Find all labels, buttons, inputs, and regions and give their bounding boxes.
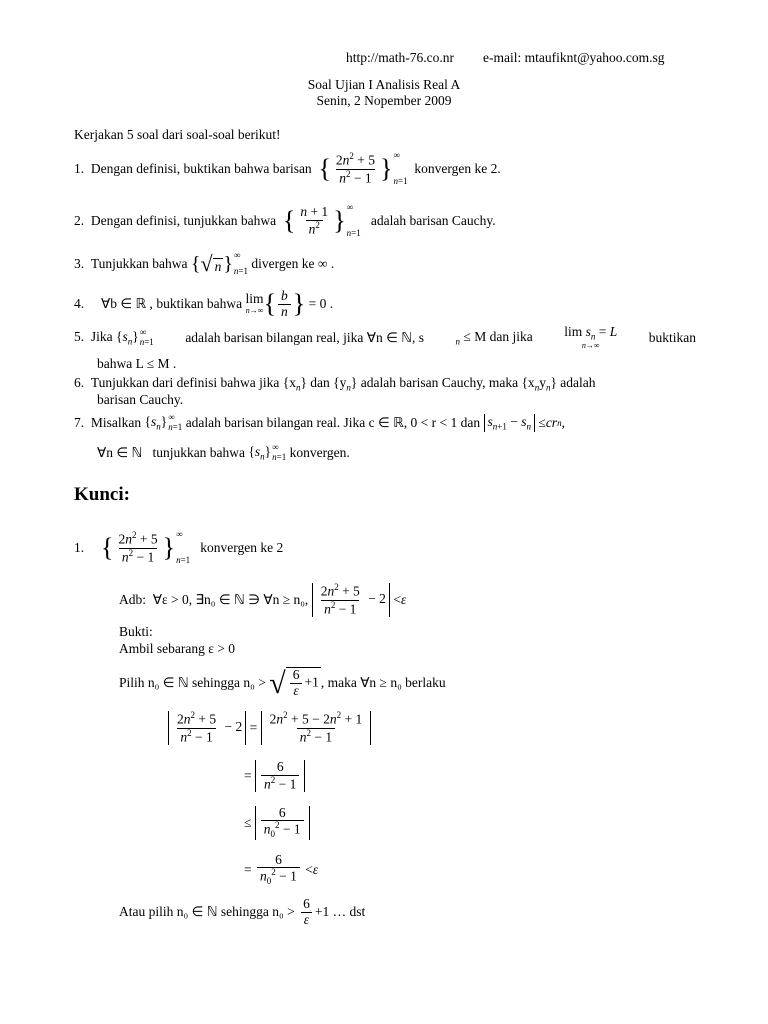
q6-line1: Tunjukkan dari definisi bahwa jika {x (90, 375, 296, 390)
q7-mid: adalah barisan bilangan real. Jika c ∈ ℝ, 0 < r < 1 dan (185, 415, 481, 430)
q1-post: konvergen ke 2. (414, 161, 501, 176)
q1-num: 1. (74, 161, 85, 176)
q7-num: 7. (74, 415, 85, 430)
q7-line2c: konvergen. (289, 445, 350, 460)
q4-num: 4. (74, 296, 85, 311)
step-3: ≤ $\frac{6}{n_0^2 - 1}$ (244, 801, 310, 845)
pilih-pre: Pilih n₀ ∈ ℕ sehingga n₀ > (119, 675, 266, 690)
q2-num: 2. (74, 213, 85, 228)
atau-line: Atau pilih n₀ ∈ ℕ sehingga n₀ > $\frac{6}{\varepsilon}$ +1 … dst (119, 895, 366, 927)
adb-text: ∀ε > 0, ∃n₀ ∈ ℕ ∋ ∀n ≥ n₀, (152, 592, 309, 607)
instruction: Kerjakan 5 soal dari soal-soal berikut! (74, 127, 281, 142)
q3-num: 3. (74, 256, 85, 271)
header-url: http://math-76.co.nr (346, 50, 454, 65)
kunci-num: 1. (74, 540, 85, 555)
q7-end: , (561, 415, 565, 430)
q4-post: = 0 . (308, 296, 334, 311)
bukti-label: Bukti: (119, 624, 153, 639)
q5-jika: Jika (90, 329, 113, 345)
question-2: 2. Dengan definisi, tunjukkan bahwa { $\frac{n + 1}{n^2}$ } ∞ n=1 adalah barisan Cauchy. (74, 202, 496, 238)
q3-text: Tunjukkan bahwa (90, 256, 188, 271)
q7-line2a: ∀n ∈ ℕ (97, 445, 143, 460)
q5-text2: adalah barisan bilangan real, jika ∀n ∈ ℕ, s (185, 330, 425, 345)
pilih-line: Pilih n₀ ∈ ℕ sehingga n₀ > √ $\frac{6}{\varepsilon}$ +1 , maka ∀n ≥ n₀ berlaku (119, 666, 446, 700)
q6-end: } adalah (550, 375, 596, 390)
question-3: 3. Tunjukkan bahwa { √ n } ∞ n=1 divergen ke ∞ . (74, 250, 335, 276)
q3-post: divergen ke ∞ . (251, 256, 335, 271)
kunci-text: konvergen ke 2 (200, 540, 284, 555)
header-email: e-mail: mtaufiknt@yahoo.com.sg (483, 50, 665, 65)
question-7: 7. Misalkan $\{s_n\}$ ∞ n=1 adalah barisan bilangan real. Jika c ∈ ℝ, 0 < r < 1 dan $s_{n+1} - s_n$ ≤ cr n , (74, 412, 565, 432)
q6-mid3: y (539, 375, 546, 390)
q1-text: Dengan definisi, buktikan bahwa barisan (90, 161, 312, 176)
q6-num: 6. (74, 375, 85, 390)
atau-post: +1 … dst (314, 904, 366, 919)
kunci-item-1: 1. { $\frac{2n^2 + 5}{n^2 - 1}$ } ∞ n=1 konvergen ke 2 (74, 529, 284, 565)
q7-line2: ∀n ∈ ℕ tunjukkan bahwa $\{s_n\}$ ∞ n=1 konvergen. (97, 442, 350, 462)
step-4: = $\frac{6}{n_0^2 - 1}$ < ε (244, 851, 319, 887)
question-5: 5. Jika $\{s_n\}$ ∞ n=1 adalah barisan bilangan real, jika ∀n ∈ ℕ, s $_n$ ≤ M dan jika $\lim s_n = L$ n→∞ buktikan (74, 323, 696, 351)
step-1: $\frac{2n^2 + 5}{n^2 - 1}$ − 2 = $\frac{2n^2 + 5 - 2n^2 + 1}{n^2 - 1}$ (168, 706, 371, 750)
q7-line2b: tunjukkan bahwa (152, 445, 246, 460)
q6-mid1: } dan {y (300, 375, 347, 390)
atau-pre: Atau pilih n₀ ∈ ℕ sehingga n₀ > (119, 904, 295, 919)
q2-post: adalah barisan Cauchy. (370, 213, 496, 228)
page-title: Soal Ujian I Analisis Real A (307, 77, 461, 92)
kunci-heading: Kunci: (74, 484, 130, 505)
q4-text: ∀b ∈ ℝ , (101, 296, 153, 311)
step-2: = $\frac{6}{n^2 - 1}$ (244, 754, 305, 798)
adb-line: Adb: ∀ε > 0, ∃n₀ ∈ ℕ ∋ ∀n ≥ n₀, $\frac{2n^2 + 5}{n^2 - 1}$ − 2 < ε (119, 582, 407, 616)
question-1: 1. Dengan definisi, buktikan bahwa barisan { $\frac{2n^2 + 5}{n^2 - 1}$ } ∞ n=1 konvergen ke 2. (74, 150, 501, 186)
ambil-line: Ambil sebarang ε > 0 (119, 641, 236, 656)
q4-mid: buktikan bahwa (156, 296, 243, 311)
q5-text4: buktikan (648, 330, 696, 345)
q2-text: Dengan definisi, tunjukkan bahwa (90, 213, 277, 228)
adb-label: Adb: (119, 592, 146, 607)
q5-line2: bahwa L ≤ M . (97, 356, 177, 371)
pilih-post: , maka ∀n ≥ n₀ berlaku (320, 675, 446, 690)
q5-num: 5. (74, 329, 85, 345)
question-6: 6. Tunjukkan dari definisi bahwa jika $\{x_n\}$ dan $\{y_n\}$ adalah barisan Cauchy, maka $\{x_ny_n\}$ adalah (74, 375, 596, 393)
q7-pre: Misalkan (90, 415, 142, 430)
q6-line2: barisan Cauchy. (97, 392, 184, 407)
q6-mid2: } adalah barisan Cauchy, maka {x (350, 375, 535, 390)
question-4: 4. ∀b ∈ ℝ , buktikan bahwa lim n→∞ { $\frac{b}{n}$ } = 0 . (74, 287, 334, 319)
q5-text3: ≤ M dan jika (463, 329, 533, 345)
page-date: Senin, 2 Nopember 2009 (316, 93, 452, 108)
